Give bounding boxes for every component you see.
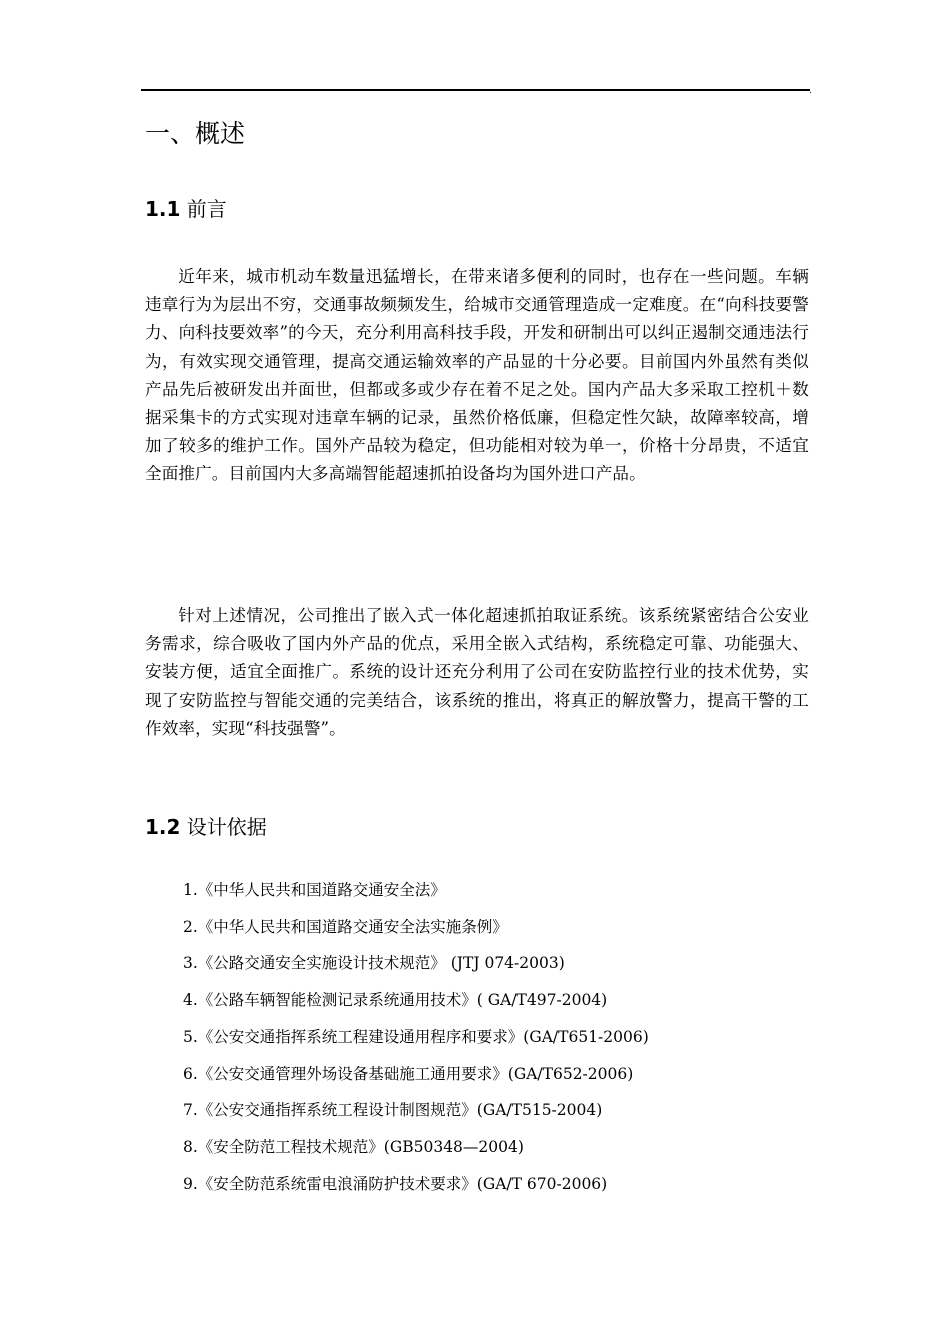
- reference-item: 3.《公路交通安全实施设计技术规范》 (JTJ 074-2003): [183, 954, 565, 973]
- reference-item: 5.《公安交通指挥系统工程建设通用程序和要求》(GA/T651-2006): [183, 1027, 649, 1046]
- reference-item: 8.《安全防范工程技术规范》(GB50348—2004): [183, 1137, 524, 1156]
- subsection-number: 1.2: [145, 815, 181, 839]
- subsection-title: 设计依据: [186, 815, 267, 839]
- reference-item: 6.《公安交通管理外场设备基础施工通用要求》(GA/T652-2006): [183, 1064, 634, 1083]
- header-rule: [141, 89, 810, 91]
- subsection-number: 1.1: [145, 197, 181, 221]
- subsection-title: 前言: [186, 197, 227, 221]
- section-title: 一、概述: [145, 119, 246, 148]
- reference-item: 7.《公安交通指挥系统工程设计制图规范》(GA/T515-2004): [183, 1101, 603, 1120]
- reference-item: 1.《中华人民共和国道路交通安全法》: [183, 881, 446, 899]
- header-edge-mark: .: [809, 86, 812, 96]
- body-paragraph: 近年来，城市机动车数量迅猛增长，在带来诸多便利的同时，也存在一些问题。车辆违章行为为层出不穷，交通事故频频发生，给城市交通管理造成一定难度。在“向科技要警力、向科技要效率”的今天，充分利用高科技手段，开发和研制出可以纠正遏制交通违法行为，有效实现交通管理，提高交通运输效率的产品显的十分必要。目前国内外虽然有类似产品先后被研发出并面世，但都或多或少存在着不足之处。国内产品大多采取工控机＋数据采集卡的方式实现对违章车辆的记录，虽然价格低廉，但稳定性欠缺，故障率较高，增加了较多的维护工作。国外产品较为稳定，但功能相对较为单一，价格十分昂贵，不适宜全面推广。目前国内大多高端智能超速抓拍设备均为国外进口产品。: [145, 267, 809, 484]
- reference-item: 2.《中华人民共和国道路交通安全法实施条例》: [183, 917, 508, 936]
- subsection-heading-design-basis: [145, 812, 267, 842]
- reference-item: 4.《公路车辆智能检测记录系统通用技术》( GA/T497-2004): [183, 991, 608, 1010]
- reference-list: [183, 872, 649, 1202]
- body-paragraph: 针对上述情况，公司推出了嵌入式一体化超速抓拍取证系统。该系统紧密结合公安业务需求，综合吸收了国内外产品的优点，采用全嵌入式结构，系统稳定可靠、功能强大、安装方便，适宜全面推广。系统的设计还充分利用了公司在安防监控行业的技术优势，实现了安防监控与智能交通的完美结合，该系统的推出，将真正的解放警力，提高干警的工作效率，实现“科技强警”。: [145, 606, 809, 738]
- subsection-heading-foreword: [145, 194, 227, 224]
- reference-item: 9.《安全防范系统雷电浪涌防护技术要求》(GA/T 670-2006): [183, 1174, 608, 1193]
